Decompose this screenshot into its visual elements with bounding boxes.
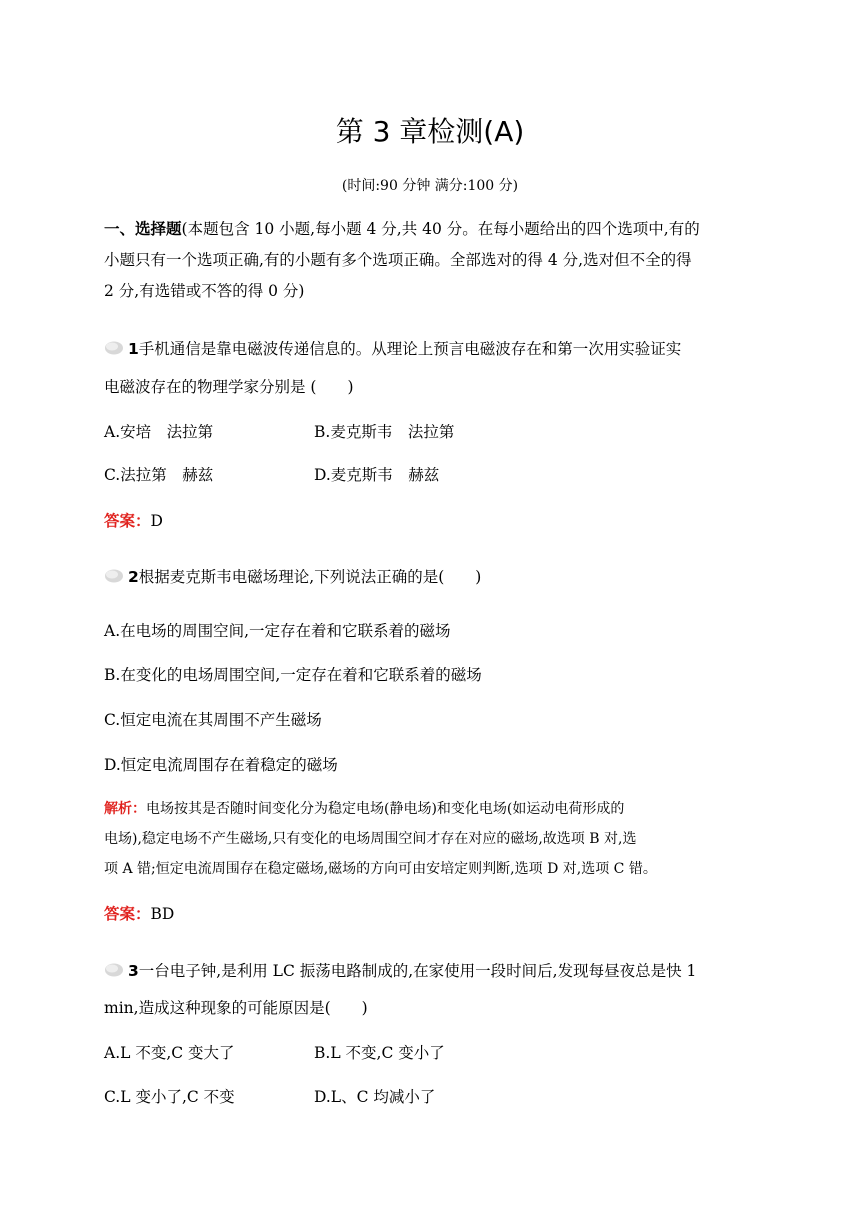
question-2-option-b: B.在变化的电场周围空间,一定存在着和它联系着的磁场: [104, 666, 482, 684]
question-1-number: 1: [128, 340, 139, 358]
question-1-stem-line-2: 电磁波存在的物理学家分别是 ( ): [104, 378, 354, 396]
section-instructions-line-1: 一、选择题(本题包含 10 小题,每小题 4 分,共 40 分。在每小题给出的四个选项中,有的: [104, 220, 700, 238]
answer-label: 答案：: [104, 905, 151, 923]
question-3-stem-line-1: 3一台电子钟,是利用 LC 振荡电路制成的,在家使用一段时间后,发现每昼夜总是快 1: [104, 960, 696, 982]
question-2-option-a: A.在电场的周围空间,一定存在着和它联系着的磁场: [104, 622, 451, 640]
question-3-number: 3: [128, 962, 139, 980]
analysis-label: 解析：: [104, 801, 146, 817]
answer-label: 答案：: [104, 512, 151, 530]
section-instructions-line-2: 小题只有一个选项正确,有的小题有多个选项正确。全部选对的得 4 分,选对但不全的得: [104, 251, 692, 269]
question-3-option-a: A.L 不变,C 变大了: [104, 1044, 235, 1062]
question-1-option-a: A.安培 法拉第: [104, 423, 214, 441]
circle-marker-icon: [104, 963, 124, 977]
question-2-analysis-line-3: 项 A 错;恒定电流周围存在稳定磁场,磁场的方向可由安培定则判断,选项 D 对,选项 C 错。: [104, 861, 657, 877]
question-2-option-c: C.恒定电流在其周围不产生磁场: [104, 711, 322, 729]
question-2-number: 2: [128, 568, 139, 586]
circle-marker-icon: [104, 569, 124, 583]
question-1-option-b: B.麦克斯韦 法拉第: [314, 423, 455, 441]
question-2-analysis-line-1: 解析：电场按其是否随时间变化分为稳定电场(静电场)和变化电场(如运动电荷形成的: [104, 801, 625, 817]
question-2-answer: 答案：BD: [104, 905, 175, 923]
question-3-option-d: D.L、C 均减小了: [314, 1088, 436, 1106]
question-3-option-b: B.L 不变,C 变小了: [314, 1044, 445, 1062]
question-2-stem-line-1: 2根据麦克斯韦电磁场理论,下列说法正确的是( ): [104, 566, 481, 588]
section-heading: 一、选择题: [104, 220, 182, 238]
question-1-answer: 答案：D: [104, 512, 163, 530]
question-3-option-c: C.L 变小了,C 不变: [104, 1088, 235, 1106]
page-title: 第 3 章检测(A): [335, 115, 525, 148]
section-instructions-line-3: 2 分,有选错或不答的得 0 分): [104, 282, 305, 300]
question-2-option-d: D.恒定电流周围存在着稳定的磁场: [104, 756, 338, 774]
question-1-option-c: C.法拉第 赫兹: [104, 466, 214, 484]
question-1-option-d: D.麦克斯韦 赫兹: [314, 466, 440, 484]
question-2-analysis-line-2: 电场),稳定电场不产生磁场,只有变化的电场周围空间才存在对应的磁场,故选项 B 对,选: [104, 831, 637, 847]
circle-marker-icon: [104, 341, 124, 355]
question-3-stem-line-2: min,造成这种现象的可能原因是( ): [104, 999, 368, 1017]
question-1-stem-line-1: 1手机通信是靠电磁波传递信息的。从理论上预言电磁波存在和第一次用实验证实: [104, 338, 681, 360]
page-subtitle: (时间:90 分钟 满分:100 分): [341, 178, 519, 194]
